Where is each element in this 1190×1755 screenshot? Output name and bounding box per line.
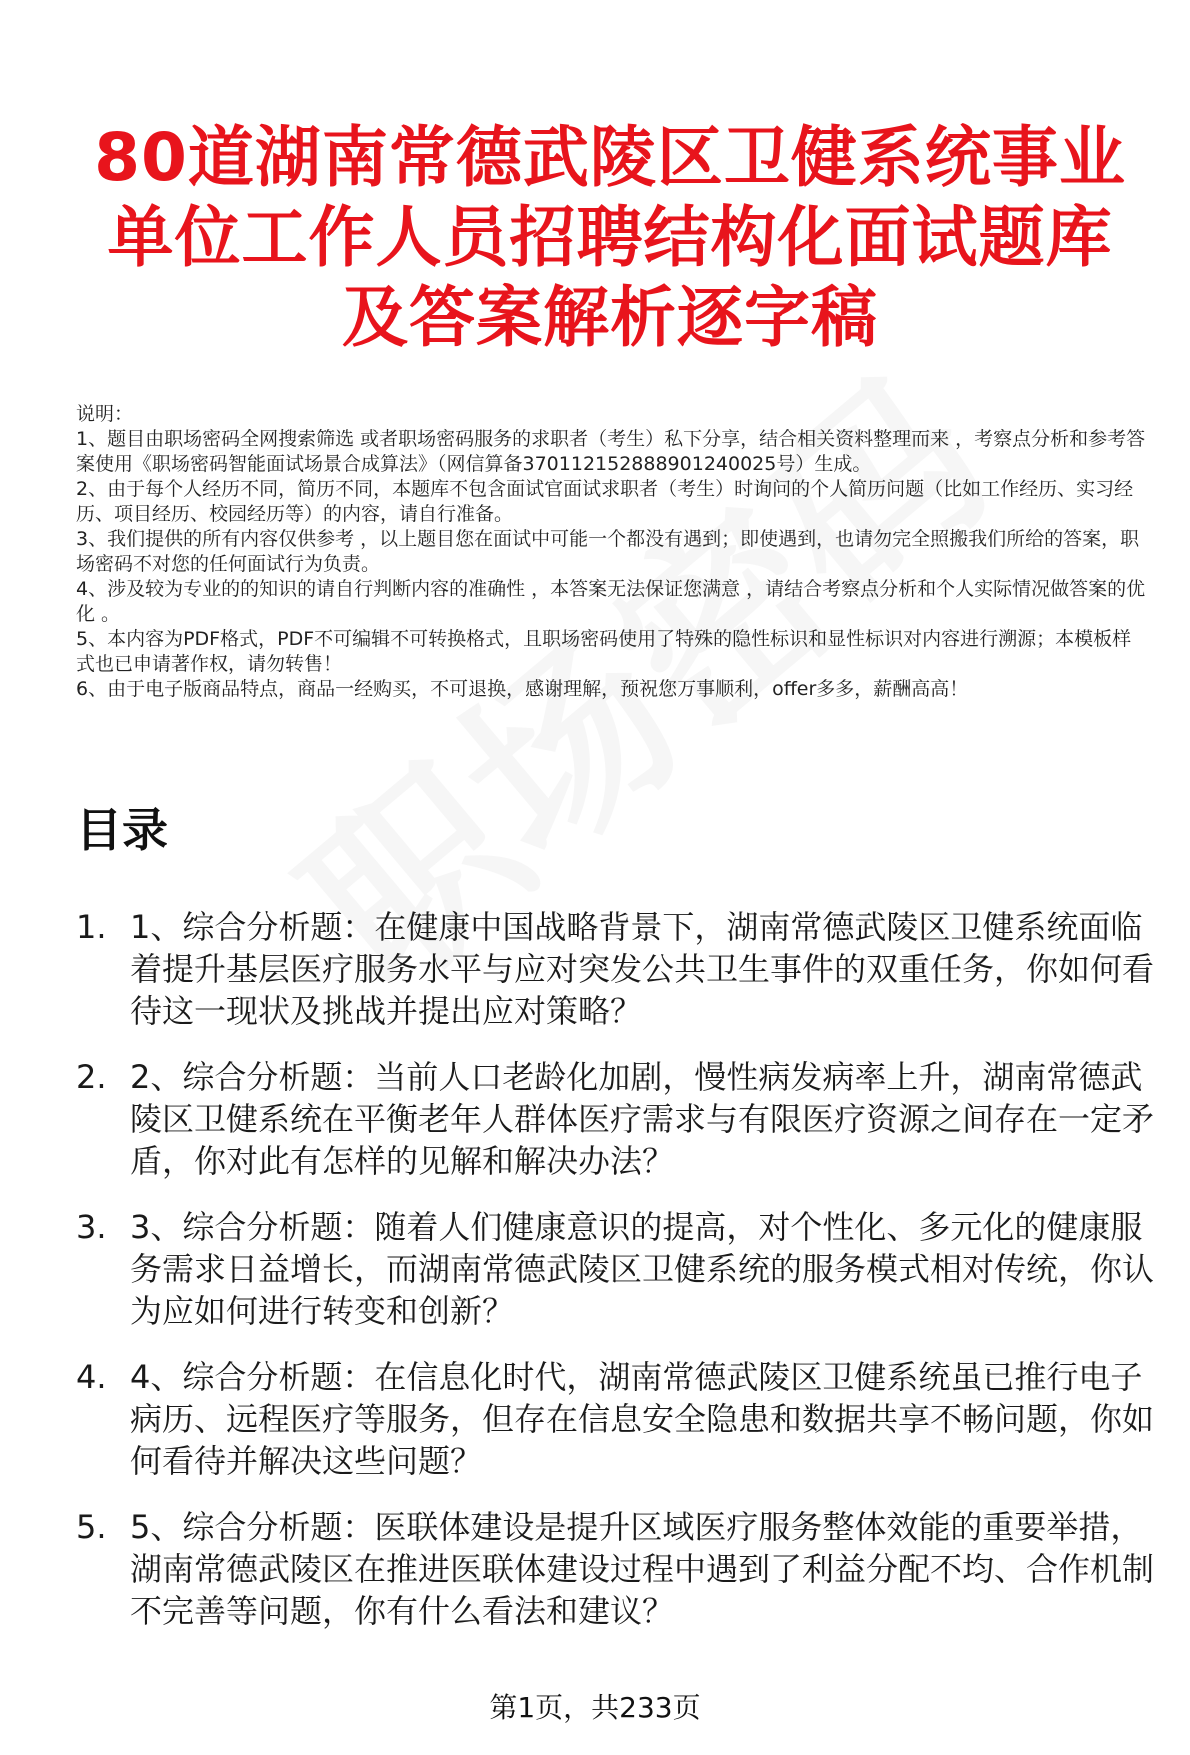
toc-item-text: 4、综合分析题：在信息化时代，湖南常德武陵区卫健系统虽已推行电子病历、远程医疗等服务，但存在信息安全隐患和数据共享不畅问题，你如何看待并解决这些问题？ bbox=[130, 1358, 1155, 1480]
toc-item[interactable] bbox=[76, 1506, 1166, 1632]
toc-item[interactable] bbox=[76, 1206, 1166, 1332]
toc-item[interactable] bbox=[76, 1356, 1166, 1482]
toc-item-text: 2、综合分析题：当前人口老龄化加剧，慢性病发病率上升，湖南常德武陵区卫健系统在平衡老年人群体医疗需求与有限医疗资源之间存在一定矛盾，你对此有怎样的见解和解决办法？ bbox=[130, 1058, 1155, 1180]
note-item: 2、由于每个人经历不同，简历不同，本题库不包含面试官面试求职者（考生）时询问的个人简历问题（比如工作经历、实习经历、项目经历、校园经历等）的内容，请自行准备。 bbox=[76, 478, 1134, 525]
toc-item-text: 1、综合分析题：在健康中国战略背景下，湖南常德武陵区卫健系统面临着提升基层医疗服务水平与应对突发公共卫生事件的双重任务，你如何看待这一现状及挑战并提出应对策略？ bbox=[130, 908, 1155, 1030]
toc-item[interactable] bbox=[76, 906, 1166, 1032]
toc-item-number: 1. bbox=[76, 908, 107, 946]
toc-item-text: 3、综合分析题：随着人们健康意识的提高，对个性化、多元化的健康服务需求日益增长，而湖南常德武陵区卫健系统的服务模式相对传统，你认为应如何进行转变和创新？ bbox=[130, 1208, 1155, 1330]
notes-heading: 说明： bbox=[76, 403, 134, 425]
toc-heading: 目录 bbox=[76, 803, 168, 857]
toc-item-text: 5、综合分析题：医联体建设是提升区域医疗服务整体效能的重要举措，湖南常德武陵区在推进医联体建设过程中遇到了利益分配不均、合作机制不完善等问题，你有什么看法和建议？ bbox=[130, 1508, 1155, 1630]
note-item: 4、涉及较为专业的的知识的请自行判断内容的准确性 ，本答案无法保证您满意 ，请结合考察点分析和个人实际情况做答案的优化 。 bbox=[76, 578, 1146, 625]
document-title: 80道湖南常德武陵区卫健系统事业单位工作人员招聘结构化面试题库及答案解析逐字稿 bbox=[94, 119, 1126, 356]
toc-list bbox=[76, 906, 1166, 1656]
toc-item-number: 5. bbox=[76, 1508, 107, 1546]
note-item: 3、我们提供的所有内容仅供参考 ，以上题目您在面试中可能一个都没有遇到；即使遇到，也请勿完全照搬我们所给的答案，职场密码不对您的任何面试行为负责。 bbox=[76, 528, 1140, 575]
toc-item-number: 2. bbox=[76, 1058, 107, 1096]
toc-item-number: 4. bbox=[76, 1358, 107, 1396]
note-item: 6、由于电子版商品特点，商品一经购买，不可退换，感谢理解，预祝您万事顺利，offer多多，薪酬高高！ bbox=[76, 678, 969, 700]
note-item: 1、题目由职场密码全网搜索筛选 或者职场密码服务的求职者（考生）私下分享，结合相关资料整理而来 ，考察点分析和参考答案使用《职场密码智能面试场景合成算法》（网信算备370112152888901240025号）生成。 bbox=[76, 428, 1146, 475]
toc-item[interactable] bbox=[76, 1056, 1166, 1182]
toc-item-number: 3. bbox=[76, 1208, 107, 1246]
notes-section bbox=[76, 402, 1146, 702]
page-footer: 第1页，共233页 bbox=[489, 1691, 701, 1724]
note-item: 5、本内容为PDF格式，PDF不可编辑不可转换格式，且职场密码使用了特殊的隐性标识和显性标识对内容进行溯源；本模板样式也已申请著作权，请勿转售！ bbox=[76, 628, 1132, 675]
